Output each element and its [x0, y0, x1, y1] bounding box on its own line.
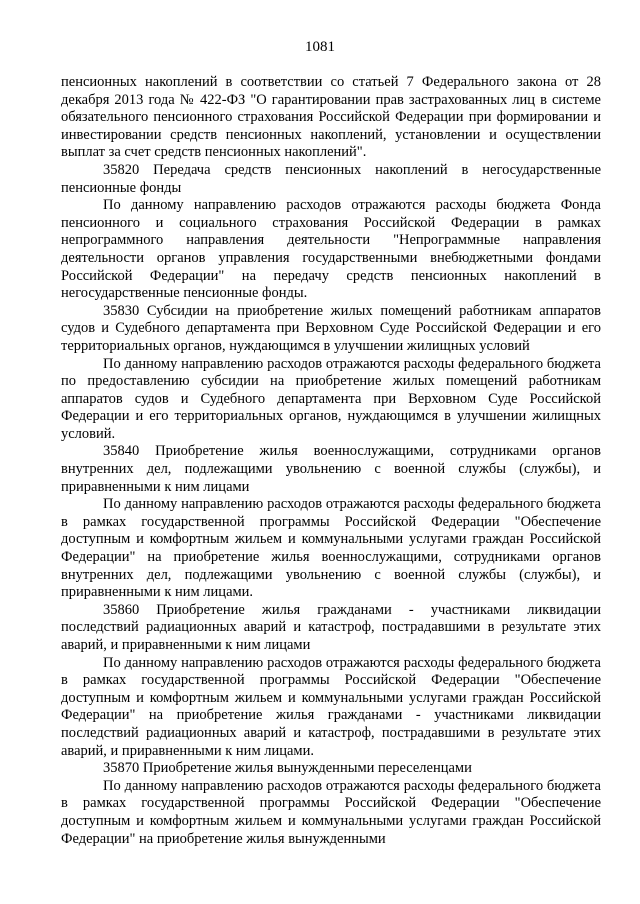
paragraph: 35860 Приобретение жилья гражданами - участниками ликвидации последствий радиационных аварий и катастроф, пострадавшими в результате этих аварий, и приравненными к ним лицами	[61, 601, 601, 653]
paragraph: По данному направлению расходов отражаются расходы федерального бюджета в рамках государственной программы Российской Федерации "Обеспечение доступным и комфортным жильем и коммунальными услугами граждан Российской Федерации" на приобретение жилья гражданами - участниками ликвидации последствий радиационных аварий и катастроф, пострадавшими в результате этих аварий, и приравненными к ним лицами.	[61, 654, 601, 759]
paragraph: По данному направлению расходов отражаются расходы федерального бюджета по предоставлению субсидии на приобретение жилых помещений работникам аппаратов судов и Судебного департамента при Верховном Суде Российской Федерации и его территориальных органов, нуждающимся в улучшении жилищных условий.	[61, 355, 601, 442]
paragraph: По данному направлению расходов отражаются расходы федерального бюджета в рамках государственной программы Российской Федерации "Обеспечение доступным и комфортным жильем и коммунальными услугами граждан Российской Федерации" на приобретение жилья вынужденными	[61, 777, 601, 847]
paragraph: 35840 Приобретение жилья военнослужащими, сотрудниками органов внутренних дел, подлежащими увольнению с военной службы (службы), и приравненными к ним лицами	[61, 443, 601, 495]
paragraph: 35870 Приобретение жилья вынужденными переселенцами	[103, 760, 472, 777]
document-body	[61, 74, 601, 848]
paragraph: 35830 Субсидии на приобретение жилых помещений работникам аппаратов судов и Судебного департамента при Верховном Суде Российской Федерации и его территориальных органов, нуждающимся в улучшении жилищных условий	[61, 302, 601, 354]
paragraph: пенсионных накоплений в соответствии со статьей 7 Федерального закона от 28 декабря 2013 года № 422-ФЗ "О гарантировании прав застрахованных лиц в системе обязательного пенсионного страхования Российской Федерации при формировании и инвестировании средств пенсионных накоплений, установлении и осуществлении выплат за счет средств пенсионных накоплений".	[61, 74, 601, 161]
paragraph: 35820 Передача средств пенсионных накоплений в негосударственные пенсионные фонды	[61, 161, 601, 196]
paragraph: По данному направлению расходов отражаются расходы бюджета Фонда пенсионного и социального страхования Российской Федерации в рамках непрограммного направления деятельности "Непрограммные направления деятельности органов управления государственными внебюджетными фондами Российской Федерации" на передачу средств пенсионных накоплений в негосударственные пенсионные фонды.	[61, 197, 601, 302]
page-number: 1081	[305, 39, 335, 55]
paragraph: По данному направлению расходов отражаются расходы федерального бюджета в рамках государственной программы Российской Федерации "Обеспечение доступным и комфортным жильем и коммунальными услугами граждан Российской Федерации" на приобретение жилья военнослужащими, сотрудниками органов внутренних дел, подлежащими увольнению с военной службы (службы), и приравненными к ним лицами.	[61, 496, 601, 601]
